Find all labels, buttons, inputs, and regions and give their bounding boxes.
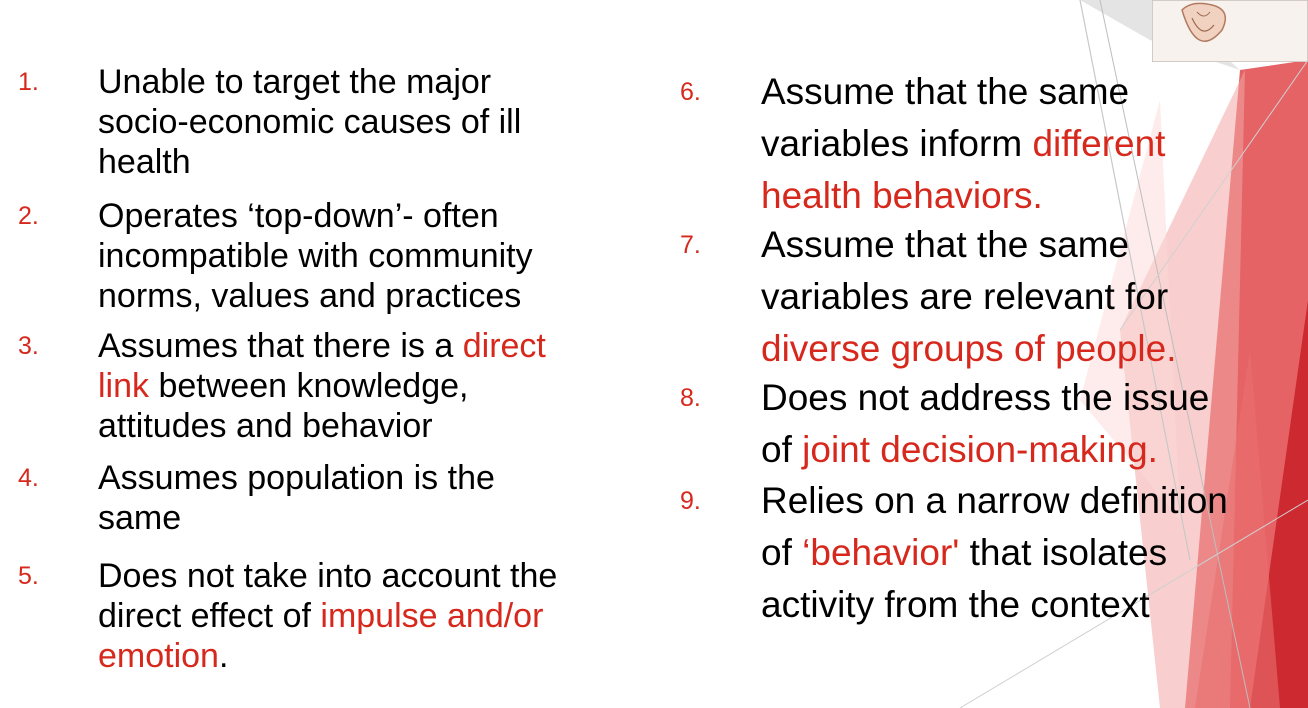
item-text [761,475,1228,631]
body-text: of [761,429,803,470]
item-line [98,62,521,102]
item-line [761,527,1228,579]
highlighted-text: different [1032,123,1166,164]
item-line [98,102,521,142]
item-text [761,219,1177,375]
body-text: norms, values and practices [98,277,522,315]
item-line [761,323,1177,375]
item-line [761,372,1209,424]
item-text [98,326,546,446]
corner-thumbnail [1152,0,1308,62]
body-text: Assumes that there is a [98,327,463,365]
body-text: attitudes and behavior [98,407,433,445]
item-number: 2. [18,202,39,230]
item-line [761,219,1177,271]
item-line [98,142,521,182]
body-text: between knowledge, [149,367,469,405]
highlighted-text: link [98,367,150,405]
item-line [98,636,557,676]
body-text: health [98,143,191,181]
body-text: activity from the context [761,584,1150,625]
highlighted-text: emotion [98,637,219,675]
body-text: incompatible with community [98,237,533,275]
item-number: 8. [680,384,701,412]
body-text: Does not take into account the [98,557,558,595]
item-text [761,66,1165,222]
item-line [98,458,495,498]
highlighted-text: health behaviors. [761,175,1043,216]
item-number: 4. [18,464,39,492]
item-line [761,579,1228,631]
body-text: Assumes population is the [98,459,495,497]
item-text [761,372,1209,476]
item-line [98,236,533,276]
item-line [98,326,546,366]
item-number: 3. [18,332,39,360]
item-line [98,276,533,316]
item-line [98,406,546,446]
body-text: Operates ‘top-down’- often [98,197,499,235]
item-text [98,196,533,316]
item-text [98,62,521,182]
body-text: variables inform [761,123,1033,164]
item-text [98,458,495,538]
body-text: . [218,637,229,675]
body-text: Assume that the same [761,224,1130,265]
item-number: 7. [680,231,701,259]
hand-sketch-icon [1152,0,1308,62]
body-text: direct effect of [98,597,321,635]
item-line [761,66,1165,118]
item-line [98,366,546,406]
item-line [761,424,1209,476]
item-number: 6. [680,78,701,106]
body-text: socio-economic causes of ill [98,103,522,141]
highlighted-text: diverse groups of people. [761,328,1177,369]
item-line [761,271,1177,323]
item-line [98,556,557,596]
highlighted-text: ‘behavior' [802,532,960,573]
body-text: Unable to target the major [98,63,492,101]
item-number: 1. [18,68,39,96]
item-line [761,475,1228,527]
body-text: Assume that the same [761,71,1130,112]
body-text: that isolates [959,532,1168,573]
body-text: variables are relevant for [761,276,1169,317]
item-line [98,196,533,236]
highlighted-text: joint decision-making. [802,429,1158,470]
body-text: Relies on a narrow definition [761,480,1228,521]
body-text: of [761,532,803,573]
item-number: 5. [18,562,39,590]
body-text: Does not address the issue [761,377,1210,418]
item-line [98,498,495,538]
highlighted-text: direct [462,327,546,365]
item-line [761,118,1165,170]
item-text [98,556,557,676]
item-line [761,170,1165,222]
highlighted-text: impulse and/or [320,597,544,635]
item-number: 9. [680,487,701,515]
body-text: same [98,499,182,537]
item-line [98,596,557,636]
